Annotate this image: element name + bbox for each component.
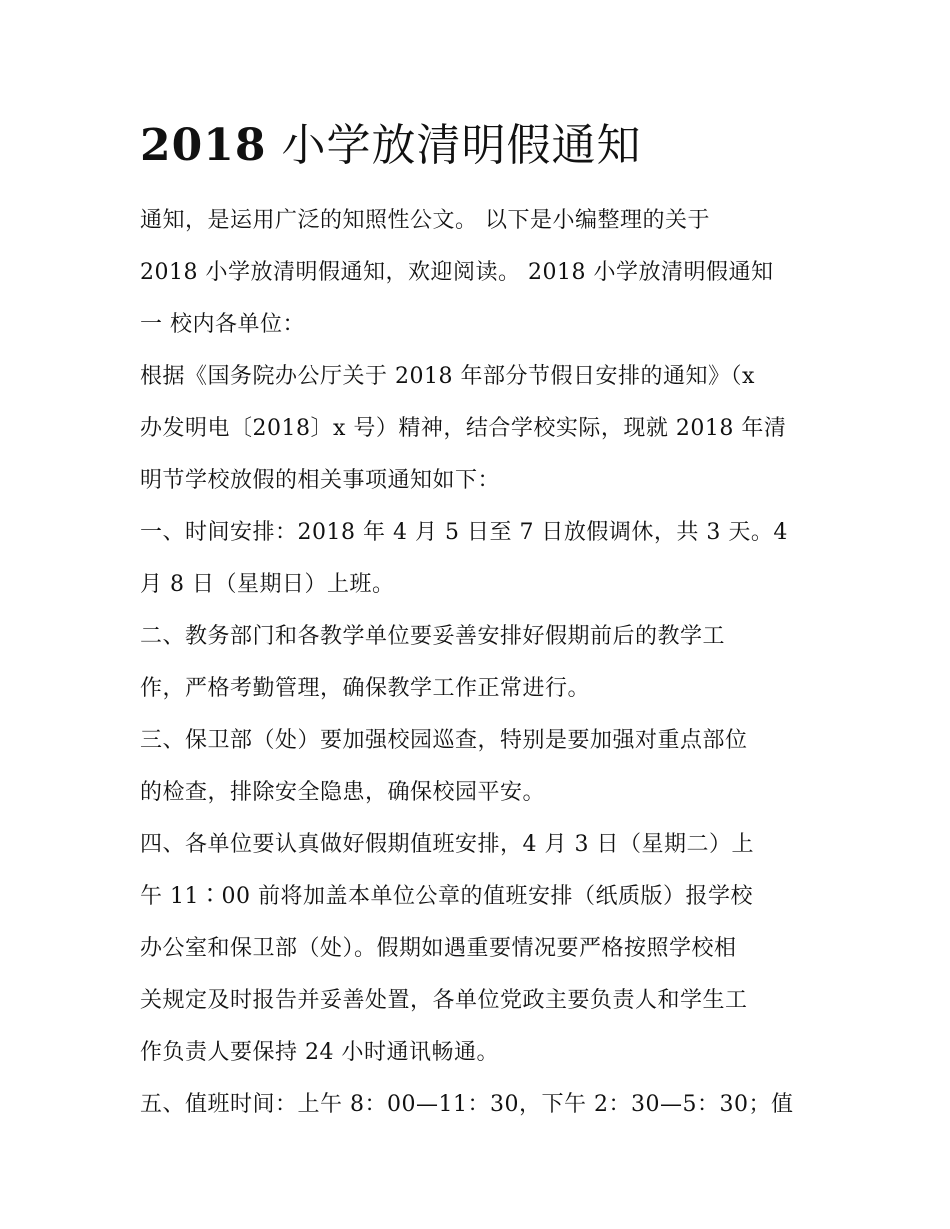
body-line: 的检查，排除安全隐患，确保校园平安。 <box>140 780 546 805</box>
body-line: 作，严格考勤管理，确保教学工作正常进行。 <box>140 676 591 701</box>
body-line: 明节学校放假的相关事项通知如下： <box>140 468 501 493</box>
body-line: 关规定及时报告并妥善处置，各单位党政主要负责人和学生工 <box>140 988 748 1013</box>
body-line: 四、各单位要认真做好假期值班安排，4 月 3 日（星期二）上 <box>140 832 754 857</box>
document-body <box>140 195 815 1131</box>
body-line: 一、时间安排：2018 年 4 月 5 日至 7 日放假调休，共 3 天。4 <box>140 520 788 545</box>
body-line: 一 校内各单位： <box>140 312 305 337</box>
body-line: 三、保卫部（处）要加强校园巡查，特别是要加强对重点部位 <box>140 728 748 753</box>
body-line: 午 11∶00 前将加盖本单位公章的值班安排（纸质版）报学校 <box>140 884 753 909</box>
document-title <box>140 116 641 176</box>
body-line: 月 8 日（星期日）上班。 <box>140 572 395 597</box>
body-line: 2018 小学放清明假通知，欢迎阅读。 2018 小学放清明假通知 <box>140 260 774 285</box>
title-year: 2018 <box>140 120 267 171</box>
body-line: 办发明电〔2018〕x 号）精神，结合学校实际，现就 2018 年清 <box>140 416 787 441</box>
title-text: 小学放清明假通知 <box>266 120 642 171</box>
body-line: 五、值班时间：上午 8：00—11：30，下午 2：30—5：30；值 <box>140 1092 794 1117</box>
body-line: 办公室和保卫部（处）。假期如遇重要情况要严格按照学校相 <box>140 936 737 961</box>
body-line: 通知，是运用广泛的知照性公文。 以下是小编整理的关于 <box>140 208 710 233</box>
body-line: 二、教务部门和各教学单位要妥善安排好假期前后的教学工 <box>140 624 726 649</box>
body-line: 作负责人要保持 24 小时通讯畅通。 <box>140 1040 499 1065</box>
body-line: 根据《国务院办公厅关于 2018 年部分节假日安排的通知》（x <box>140 364 755 389</box>
